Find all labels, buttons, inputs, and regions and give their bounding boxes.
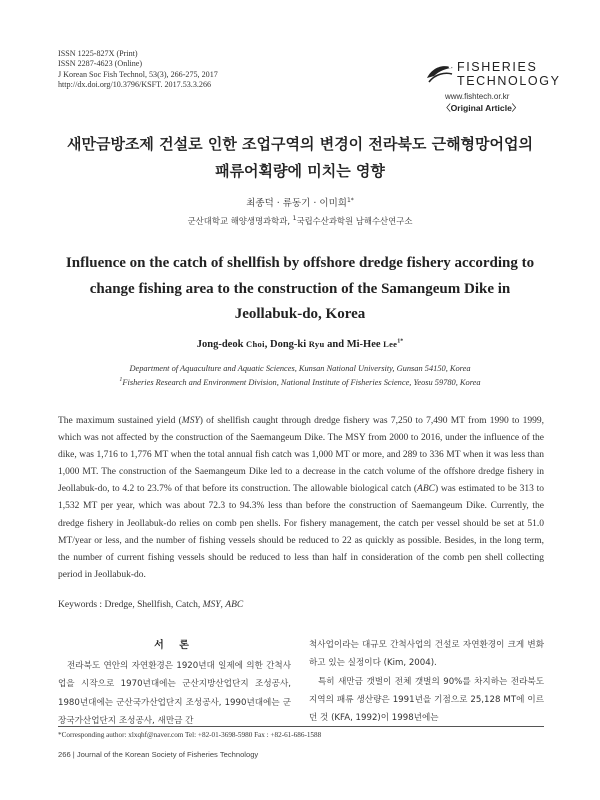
- journal-meta: [58, 49, 218, 90]
- issn-print: ISSN 1225-827X (Print): [58, 49, 138, 58]
- english-title-line1: Influence on the catch of shellfish by offshore dredge fishery according to: [65, 255, 535, 271]
- abstract-text-3: ) was estimated to be 313 to 1,532 MT per year, which was about 72.3 to 94.3% less than before the construction of Saemangeum Dike. Currently, the dredge fishery in Jeollabuk-do relies on comb pen shells. For fishery management, the catch per vessel should be set at 51.0 MT/year or less, and the number of fishing vessels should be reduced to 22 as quickly as possible. Besides, in the long term, the number of current fishing vessels should be reduced to less than half in consideration of the comb pen shell collecting period in Jeollabuk-do.: [58, 484, 545, 580]
- english-title: [40, 251, 560, 328]
- journal-url[interactable]: www.fishtech.or.kr: [445, 92, 510, 101]
- english-affil-2-row: [0, 376, 600, 390]
- logo-wordmark: [457, 60, 561, 88]
- author-sep: ,: [264, 339, 270, 350]
- korean-title-line1: 새만금방조제 건설로 인한 조업구역의 변경이 전라북도 근해형망어업의: [66, 135, 534, 153]
- issn-online: ISSN 2287-4623 (Online): [58, 59, 143, 69]
- author-and: and: [324, 339, 347, 350]
- author3-given: Mi-Hee: [346, 339, 384, 350]
- author2-family: Ryu: [308, 339, 325, 349]
- korean-affil-2: 국립수산과학원 남해수산연구소: [296, 216, 413, 226]
- abstract: [58, 413, 544, 584]
- abstract-msy: MSY: [181, 416, 200, 426]
- logo-line2: TECHNOLOGY: [457, 74, 561, 88]
- intro-right-paragraph-1: 척사업이라는 대규모 간척사업의 건설로 자연환경이 크게 변화하고 있는 실정이다 (Kim, 2004).: [309, 640, 544, 669]
- keyword-msy: MSY: [202, 600, 221, 610]
- korean-title-line2: 패류어획량에 미치는 영향: [215, 162, 385, 180]
- korean-author-names: 최종덕 · 류동기 · 이미희: [246, 198, 347, 209]
- english-affil-1: Department of Aquaculture and Aquatic Sciences, Kunsan National University, Gunsan 54150, Korea: [129, 364, 471, 373]
- section-heading-introduction: 서 론: [154, 640, 195, 651]
- corresponding-author-footnote: *Corresponding author: xlxqhf@naver.com Tel: +82-01-3698-5980 Fax : +82-61-686-1588: [58, 731, 322, 739]
- korean-affil-1: 군산대학교 해양생명과학과,: [187, 216, 293, 226]
- keyword-sep: ,: [220, 600, 226, 610]
- journal-logo: [425, 56, 561, 116]
- intro-left-column: [58, 636, 291, 730]
- english-affiliations: [0, 362, 600, 390]
- intro-right-paragraph-2: 특히 새만금 갯벌이 전체 갯벌의 90%를 차지하는 전라북도 지역의 패류 생산량은 1991년을 기점으로 25,128 MT에 이르던 것 (KFA, 1992)이 1998년에는: [309, 676, 544, 724]
- article-type: 〈Original Article〉: [442, 103, 521, 113]
- korean-authors: [0, 195, 600, 209]
- english-affil-2-mark: 1: [119, 377, 123, 384]
- intro-right-column: [309, 636, 544, 727]
- footnote-divider: [58, 726, 544, 727]
- english-title-line2: change fishing area to the construction of the Samangeum Dike in: [89, 280, 511, 297]
- korean-affiliations: [0, 215, 600, 227]
- page-footer: 266 | Journal of the Korean Society of Fisheries Technology: [58, 750, 259, 759]
- author3-mark: 1*: [397, 338, 404, 345]
- abstract-text-1: The maximum sustained yield (: [58, 416, 182, 426]
- korean-affil-mark: 1: [292, 215, 297, 223]
- logo-line1: FISHERIES: [457, 60, 538, 74]
- intro-left-body: [58, 657, 291, 730]
- author3-family: Lee: [383, 339, 398, 349]
- keywords-label: Keywords : Dredge, Shellfish, Catch,: [58, 600, 203, 610]
- keywords: [58, 600, 243, 610]
- intro-left-paragraph: 전라북도 연안의 자연환경은 1920년대 일제에 의한 간척사업을 시작으로 1970년대에는 군산지방산업단지 조성공사, 1980년대에는 군산국가산업단지 조성공사, 1990년대에는 군장국가산업단지 조성공사, 새만금 간: [58, 661, 291, 726]
- abstract-abc: ABC: [417, 484, 435, 495]
- fish-hook-logo-icon: [425, 62, 455, 86]
- korean-author-mark: 1*: [346, 196, 354, 204]
- korean-title: [40, 131, 560, 185]
- english-title-line3: Jeollabuk-do, Korea: [234, 306, 366, 322]
- abstract-text-2: ) of shellfish caught through dredge fishery was 7,250 to 7,490 MT from 1990 to 1999, which was not affected by the construction of the Saemangeum Dike. The MSY from 2000 to 2016, under the influence of the dike, was 1,716 to 1,776 MT when the total annual fish catch was 1,000 MT or more, and 289 to 336 MT when it was less than 1,000 MT. The construction of the Saemangeum Dike led to a decrease in the catch volume of the offshore dredge fishery in Jeollabuk-do, to 4.2 to 23.7% of that before its construction. The allowable biological catch (: [58, 416, 544, 495]
- keyword-abc: ABC: [225, 600, 244, 610]
- author1-family: Choi: [246, 339, 265, 349]
- english-affil-2: Fisheries Research and Environment Division, National Institute of Fisheries Science, Yeosu 59780, Korea: [122, 378, 481, 387]
- intro-right-body: [309, 636, 544, 727]
- author1-given: Jong-deok: [196, 339, 247, 350]
- citation: J Korean Soc Fish Technol, 53(3), 266-275, 2017: [58, 69, 218, 79]
- english-authors: [0, 339, 600, 350]
- author2-given: Dong-ki: [269, 339, 309, 350]
- doi-link[interactable]: http://dx.doi.org/10.3796/KSFT. 2017.53.3.266: [58, 79, 212, 89]
